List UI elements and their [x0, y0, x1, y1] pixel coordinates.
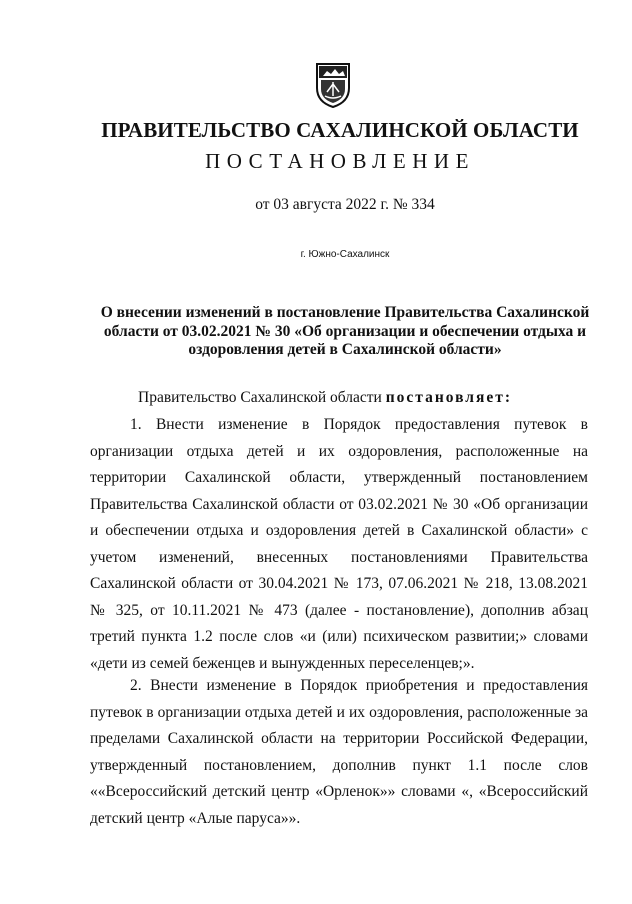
- city-line: г. Южно-Сахалинск: [300, 249, 390, 260]
- document-title: О внесении изменений в постановление Правительства Сахалинской области от 03.02.2021 № 30 «Об организации и обеспечении отдыха и оздоровления детей в Сахалинской области»: [100, 304, 590, 358]
- preamble: [138, 389, 512, 407]
- preamble-text: Правительство Сахалинской области: [138, 389, 386, 406]
- paragraph-1: 1. Внести изменение в Порядок предоставления путевок в организации отдыха детей и их оздоровления, расположенные на территории Сахалинской области, утвержденный постановлением Правительства Сахалинской области от 03.02.2021 № 30 «Об организации и обеспечении отдыха и оздоровления детей в Сахалинской области» с учетом изменений, внесенных постановлениями Правительства Сахалинской области от 30.04.2021 № 173, 07.06.2021 № 218, 13.08.2021 № 325, от 10.11.2021 № 473 (далее - постановление), дополнив абзац третий пункта 1.2 после слов «и (или) психическом развитии;» словами «дети из семей беженцев и вынужденных переселенцев;».: [90, 416, 588, 672]
- preamble-resolves: постановляет:: [385, 389, 513, 406]
- coat-of-arms-emblem: [315, 62, 351, 108]
- organization-heading: ПРАВИТЕЛЬСТВО САХАЛИНСКОЙ ОБЛАСТИ: [101, 118, 579, 142]
- document-type: ПОСТАНОВЛЕНИЕ: [205, 149, 475, 173]
- paragraph-2: 2. Внести изменение в Порядок приобретения и предоставления путевок в организации отдыха детей и их оздоровления, расположенные за пределами Сахалинской области на территории Российской Федерации, утвержденный постановлением, дополнив пункт 1.1 после слов ««Всероссийский детский центр «Орленок»» словами «, «Всероссийский детский центр «Алые паруса»».: [90, 677, 588, 827]
- document-date-number: от 03 августа 2022 г. № 334: [255, 196, 435, 213]
